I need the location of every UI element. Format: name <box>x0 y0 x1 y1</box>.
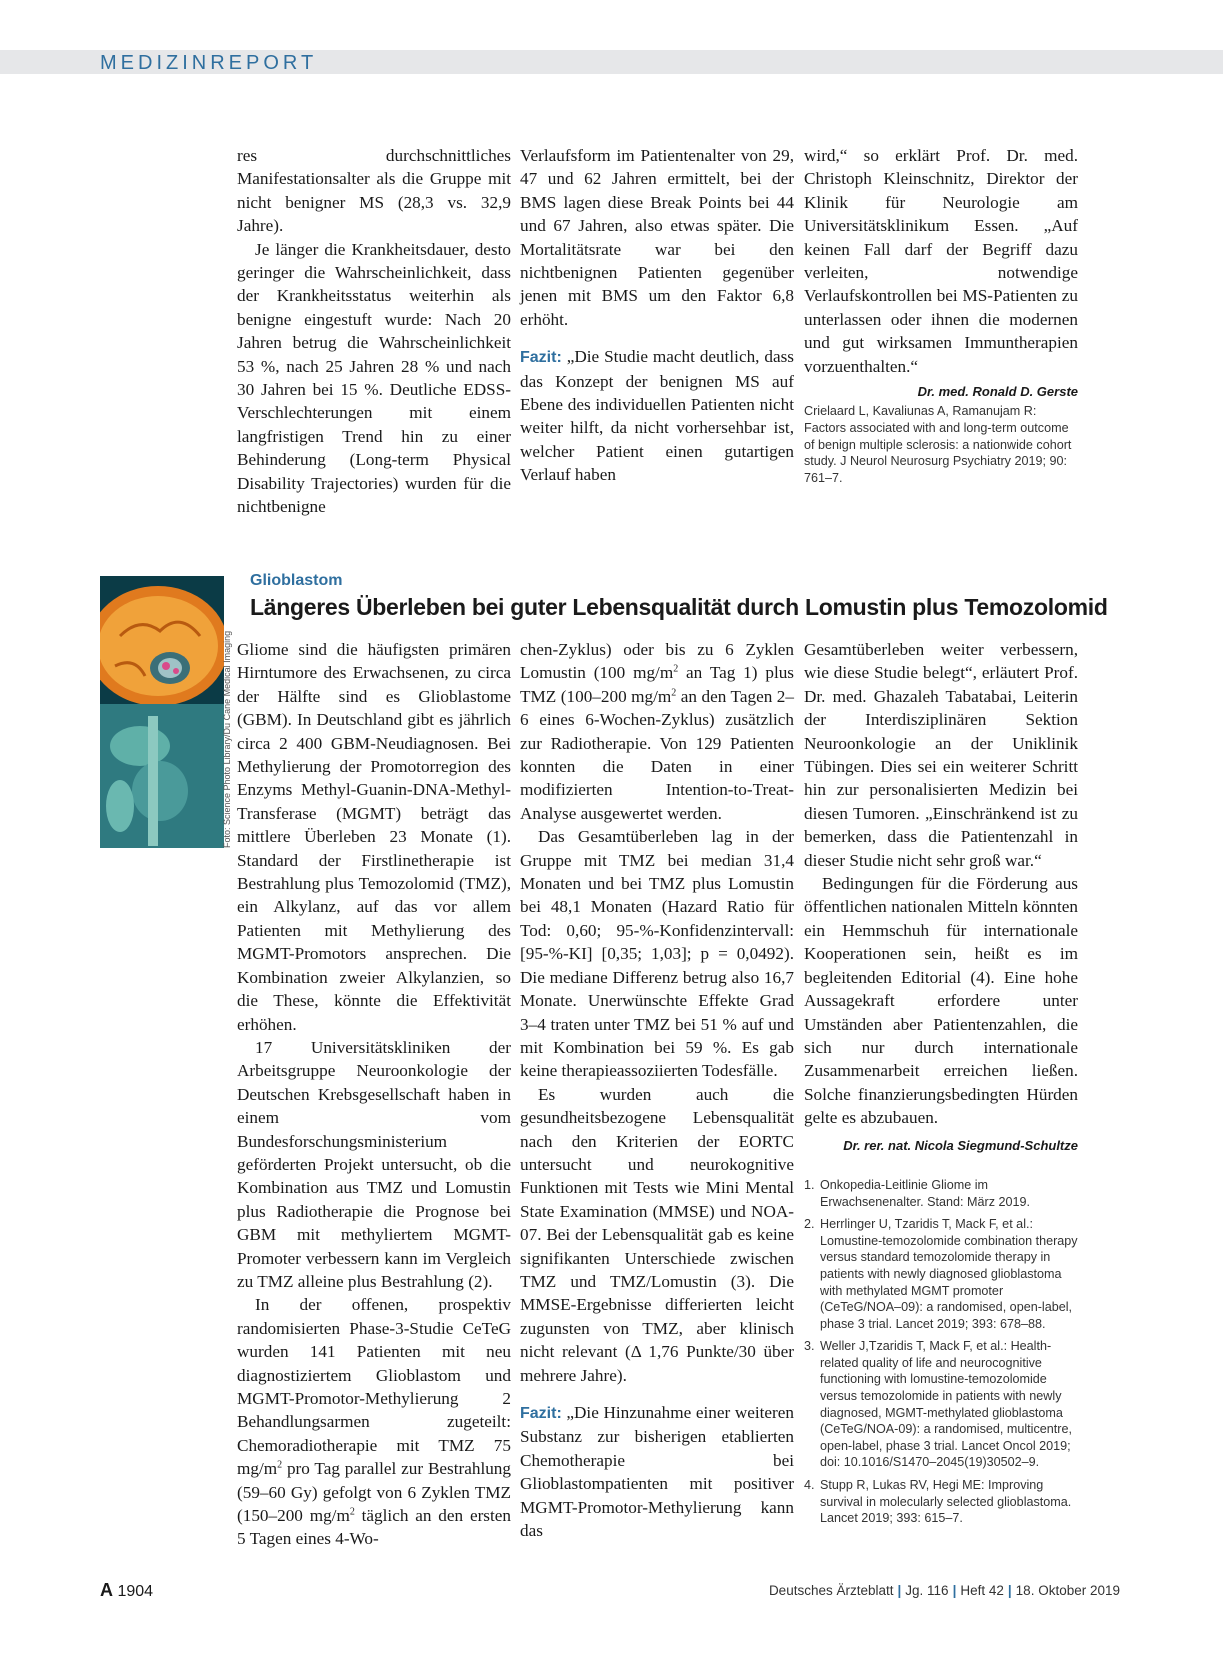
article-kicker: Glioblastom <box>250 572 343 589</box>
paragraph-text: wird,“ so erklärt Prof. Dr. med. Christoph Kleinschnitz, Direktor der Klinik für Neurologie am Universitätsklinikum Essen. „Auf keinen Fall darf der Begriff dazu verleiten, notwendige Verlaufskontrollen bei MS-Patienten zu unterlassen oder ihnen die modernen und gut wirksamen Immuntherapien vorzuenthalten.“ <box>804 146 1078 376</box>
text-fragment: an Tag 1) plus TMZ (100–200 mg/m <box>520 663 794 706</box>
superscript: 2 <box>671 687 677 699</box>
fazit-label: Fazit: <box>520 349 562 367</box>
superscript: 2 <box>349 1506 355 1518</box>
reference-number: 3. <box>804 1339 815 1354</box>
reference-number: 1. <box>804 1177 815 1192</box>
paragraph <box>520 638 794 825</box>
author-name: Dr. rer. nat. Nicola Siegmund-Schultze <box>843 1137 1078 1153</box>
fazit-text: „Die Studie macht deutlich, dass das Konzept der benignen MS auf Ebene des individuellen Patienten nicht weiter hilft, da nicht vorhersehbar ist, welcher Patient einen gutartigen Verlauf haben <box>520 347 794 485</box>
reference-number: 4. <box>804 1478 815 1493</box>
text-fragment: pro Tag parallel zur Bestrahlung (59–60 Gy) gefolgt von 6 Zyklen TMZ (150–200 mg/m <box>237 1459 511 1526</box>
journal-volume: Jg. 116 <box>905 1583 949 1598</box>
reference-item <box>804 1177 1078 1210</box>
paragraph: 17 Universitätskliniken der Arbeitsgruppe Neuroonkologie der Deutschen Krebsgesellschaft haben in einem vom Bundesforschungsministerium geförderten Projekt untersucht, ob die Kombination aus TMZ und Lomustin plus Radiotherapie die Prognose bei GBM mit methyliertem MGMT-Promoter verbessern kann im Vergleich zu TMZ alleine plus Bestrahlung (2). <box>237 1037 511 1291</box>
author-name: Dr. med. Ronald D. Gerste <box>917 384 1078 400</box>
main-article-column-1 <box>237 638 511 1551</box>
top-article-column-3 <box>804 144 1078 486</box>
text-fragment: chen-Zyklus) oder bis zu 6 Zyklen Lomustin (100 mg/m <box>520 640 794 683</box>
paragraph: Gesamtüberleben weiter verbessern, wie diese Studie belegt“, erläutert Prof. Dr. med. Ghazaleh Tabatabai, Leiterin der Interdisziplinären Sektion Neuroonkologie an der Uniklinik Tübingen. Dies sei ein weiterer Schritt hin zur personalisierten Medizin bei diesen Tumoren. „Einschränkend ist zu bemerken, dass die Patientenzahl in dieser Studie nicht sehr groß war.“ <box>804 640 1078 870</box>
paragraph: Verlaufsform im Patientenalter von 29, 47 und 62 Jahren ermittelt, bei der BMS lagen diese Break Points bei 44 und 67 Jahren, also etwas später. Die Mortalitätsrate war bei den nichtbenignen Patienten gegenüber jenen mit BMS um den Faktor 6,8 erhöht. <box>520 146 794 329</box>
page-number <box>100 1580 153 1601</box>
page-number-value: 1904 <box>117 1583 154 1600</box>
article-headline: Längeres Überleben bei guter Lebensqualität durch Lomustin plus Temozolomid <box>250 594 1108 620</box>
paragraph <box>237 1293 511 1550</box>
references <box>804 1177 1078 1527</box>
separator: | <box>1007 1583 1012 1598</box>
journal-info <box>769 1583 1120 1598</box>
reference-text: Onkopedia-Leitlinie Gliome im Erwachsenenalter. Stand: März 2019. <box>820 1177 1031 1209</box>
paragraph: res durchschnittliches Manifestationsalter als die Gruppe mit nicht benigner MS (28,3 vs. 32,9 Jahre). <box>237 146 511 236</box>
reference: Crielaard L, Kavaliunas A, Ramanujam R: Factors associated with and long-term outcome of benign multiple sclerosis: a nationwide cohort study. J Neurol Neurosurg Psychiatry 2019; 90: 761–7. <box>804 404 1072 485</box>
fazit-text: „Die Hinzunahme einer weiteren Substanz zur bisherigen etablierten Chemotherapie bei Glioblastompatienten mit positiver MGMT-Promotor-Methylierung kann das <box>520 1403 794 1541</box>
brain-scan-illustration <box>100 576 224 848</box>
journal-date: 18. Oktober 2019 <box>1015 1583 1120 1598</box>
reference-item <box>804 1477 1078 1527</box>
paragraph: Je länger die Krankheitsdauer, desto geringer die Wahrscheinlichkeit, dass der Krankheitsstatus weiterhin als benigne eingestuft wurde: Nach 20 Jahren betrug die Wahrscheinlichkeit 53 %, nach 25 Jahren 28 % und nach 30 Jahren bei 15 %. Deutliche EDSS-Verschlechterungen mit einem langfristigen Trend hin zu einer Behinderung (Long-term Physical Disability Trajectories) wurden für die nichtbenigne <box>237 239 511 517</box>
reference-text: Herrlinger U, Tzaridis T, Mack F, et al.: Lomustine-temozolomide combination therapy versus standard temozolomide therapy in patients with newly diagnosed glioblastoma with methylated MGMT promoter (CeTeG/NOA–09): a randomised, open-label, phase 3 trial. Lancet 2019; 393: 678–88. <box>820 1217 1078 1331</box>
paragraph: Gliome sind die häufigsten primären Hirntumore des Erwachsenen, zu circa der Hälfte sind es Glioblastome (GBM). In Deutschland gibt es jährlich circa 2 400 GBM-Neudiagnosen. Bei Methylierung der Promotorregion des Enzyms Methyl-Guanin-DNA-Methyl-Transferase (MGMT) beträgt das mittlere Überleben 23 Monate (1). Standard der Firstlinetherapie ist Bestrahlung plus Temozolomid (TMZ), ein Alkylanz, auf das vor allem Patienten mit Methylierung des MGMT-Promotors ansprechen. Die Kombination zweier Alkylanzien, so die These, könnte die Effektivität erhöhen. <box>237 640 511 1034</box>
paragraph: Das Gesamtüberleben lag in der Gruppe mit TMZ bei median 31,4 Monaten und bei TMZ plus Lomustin bei 48,1 Monaten (Hazard Ratio für Tod: 0,60; 95-%-Konfidenzintervall: [95-%-KI] [0,35; 1,03]; p = 0,0492). Die mediane Differenz betrug also 16,7 Monate. Unerwünschte Effekte Grad 3–4 traten unter TMZ bei 51 % auf und mit Kombination bei 59 %. Es gab keine therapieassoziierten Todesfälle. <box>520 827 794 1081</box>
journal-issue: Heft 42 <box>960 1583 1004 1598</box>
brain-scan-image <box>100 576 224 848</box>
superscript: 2 <box>277 1459 283 1471</box>
top-article-column-1 <box>237 144 511 519</box>
top-article-column-2 <box>520 144 794 487</box>
paragraph: Bedingungen für die Förderung aus öffentlichen nationalen Mitteln könnten ein Hemmschuh für internationale Kooperationen sein, heißt es im begleitenden Editorial (4). Eine hohe Aussagekraft erfordere unter Umständen aber Patientenzahlen, die sich nur durch internationale Zusammenarbeit erreichen ließen. Solche finanzierungsbedingten Hürden gelte es abzubauen. <box>804 874 1078 1128</box>
fazit-paragraph <box>520 1401 794 1542</box>
paragraph: Es wurden auch die gesundheitsbezogene Lebensqualität nach den Kriterien der EORTC untersucht und neurokognitive Funktionen mit Tests wie Mini Mental State Examination (MMSE) und NOA-07. Bei der Lebensqualität gab es keine signifikanten Unterschiede zwischen TMZ und TMZ/Lomustin (3). Die MMSE-Ergebnisse differierten leicht zugunsten von TMZ, aber klinisch nicht relevant (Δ 1,76 Punkte/30 über mehrere Jahre). <box>520 1084 794 1385</box>
reference-text: Weller J,Tzaridis T, Mack F, et al.: Health-related quality of life and neurocognitive functioning with lomustine-temozolomide versus temozolomide in patients with newly diagnosed, MGMT-methylated glioblastoma (CeTeG/NOA-09): a randomised, multicentre, open-label, phase 3 trial. Lancet Oncol 2019; doi: 10.1016/S1470–2045(19)30502–9. <box>820 1339 1072 1470</box>
main-article-column-3 <box>804 638 1078 1533</box>
reference-item <box>804 1216 1078 1332</box>
reference-list <box>804 1177 1078 1527</box>
reference-number: 2. <box>804 1217 815 1232</box>
separator: | <box>897 1583 902 1598</box>
photo-credit: Foto: Science Photo Library/Du Cane Medical Imaging <box>222 630 232 848</box>
text-fragment: täglich an den ersten 5 Tagen eines 4-Wo- <box>237 1506 511 1549</box>
reference-text: Stupp R, Lukas RV, Hegi ME: Improving survival in molecularly selected glioblastoma. Lancet 2019; 393: 615–7. <box>820 1478 1072 1526</box>
section-label: MEDIZINREPORT <box>100 52 318 74</box>
main-article-column-2 <box>520 638 794 1542</box>
journal-name: Deutsches Ärzteblatt <box>768 1583 894 1598</box>
text-fragment: In der offenen, prospektiv randomisierten Phase-3-Studie CeTeG wurden 141 Patienten mit neu diagnostiziertem Glioblastom und MGMT-Promotor-Methylierung 2 Behandlungsarmen zugeteilt: Chemoradiotherapie mit TMZ 75 mg/m <box>237 1295 511 1479</box>
fazit-label: Fazit: <box>520 1405 562 1422</box>
text-fragment: an den Tagen 2–6 eines 6-Wochen-Zyklus) zusätzlich zur Radiotherapie. Von 129 Patienten konnten die Daten in einer modifizierten Intention-to-Treat-Analyse ausgewertet werden. <box>520 686 794 823</box>
separator: | <box>952 1583 957 1598</box>
superscript: 2 <box>673 663 679 675</box>
fazit-paragraph <box>520 345 794 486</box>
reference-item <box>804 1338 1078 1471</box>
page-prefix: A <box>100 1580 113 1600</box>
paragraph <box>804 144 1078 400</box>
